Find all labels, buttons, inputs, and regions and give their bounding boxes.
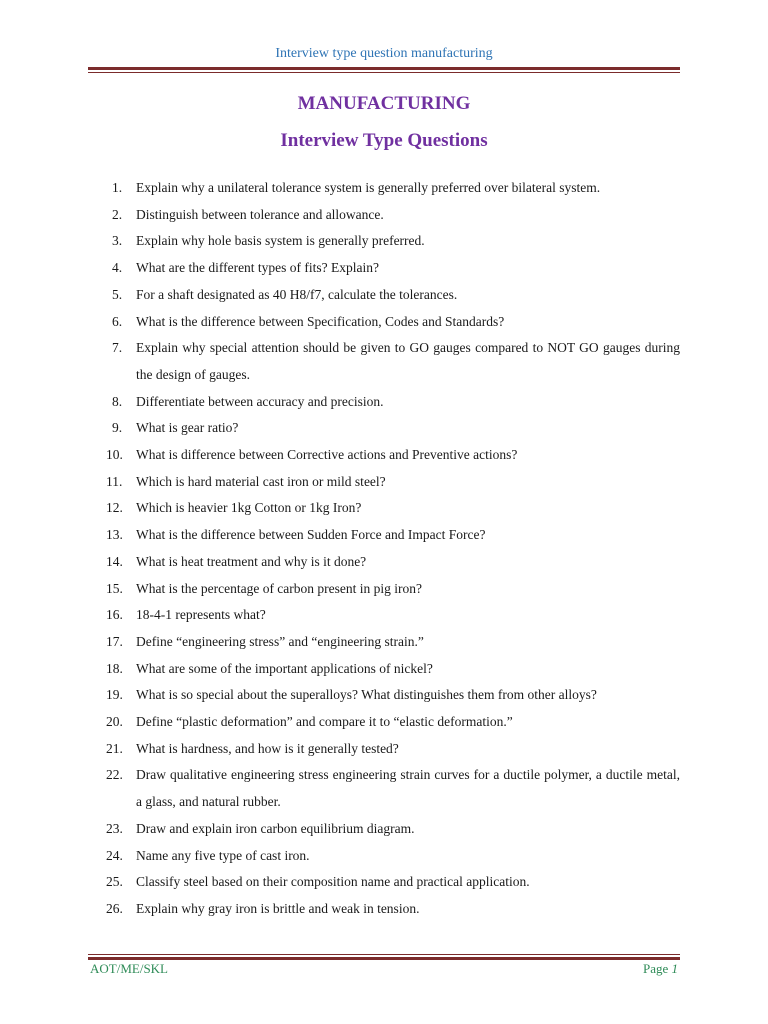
- question-item: [106, 282, 680, 309]
- question-item: [106, 309, 680, 336]
- question-item: [106, 389, 680, 416]
- question-item: [106, 335, 680, 388]
- question-number: 24.: [106, 847, 123, 863]
- question-item: [106, 736, 680, 763]
- question-text: What are the different types of fits? Explain?: [136, 260, 380, 276]
- question-item: [106, 656, 680, 683]
- question-number: 5.: [112, 286, 123, 302]
- question-text: What are some of the important applications of nickel?: [136, 660, 433, 676]
- question-number: 21.: [106, 740, 123, 756]
- question-item: [106, 202, 680, 229]
- question-number: 10.: [106, 447, 123, 463]
- question-text: What is the difference between Sudden Force and Impact Force?: [136, 527, 486, 543]
- question-text: What is difference between Corrective actions and Preventive actions?: [136, 447, 518, 463]
- footer-code: AOT/ME/SKL: [90, 961, 168, 976]
- question-item: [106, 843, 680, 870]
- question-number: 11.: [106, 473, 123, 489]
- question-text: Classify steel based on their composition name and practical application.: [136, 874, 530, 890]
- question-item: [106, 415, 680, 442]
- question-number: 7.: [112, 340, 123, 356]
- question-text: What is hardness, and how is it generally tested?: [136, 740, 399, 756]
- question-text: Explain why a unilateral tolerance system is generally preferred over bilateral system.: [136, 180, 601, 195]
- document-subtitle: Interview Type Questions: [280, 130, 488, 151]
- question-text: Distinguish between tolerance and allowance.: [136, 206, 384, 222]
- question-item: [106, 576, 680, 603]
- header-rule-thin: [88, 72, 680, 73]
- question-item: [106, 629, 680, 656]
- question-number: 17.: [106, 633, 123, 649]
- question-number: 19.: [106, 687, 123, 703]
- question-number: 3.: [112, 233, 123, 249]
- header-rule: [88, 67, 680, 70]
- question-item: [106, 255, 680, 282]
- question-text: Define “plastic deformation” and compare it to “elastic deformation.”: [136, 714, 513, 730]
- question-item: [106, 762, 680, 815]
- question-text: Which is heavier 1kg Cotton or 1kg Iron?: [136, 500, 362, 516]
- question-text: What is gear ratio?: [136, 420, 239, 436]
- question-number: 23.: [106, 820, 123, 836]
- question-number: 4.: [112, 260, 123, 276]
- question-number: 16.: [106, 607, 123, 623]
- question-number: 9.: [112, 420, 123, 436]
- question-text: Define “engineering stress” and “engineering strain.”: [136, 633, 424, 649]
- question-item: [106, 816, 680, 843]
- page-label: Page: [642, 961, 669, 976]
- question-text: What is the difference between Specification, Codes and Standards?: [136, 313, 505, 329]
- question-text: What is the percentage of carbon present in pig iron?: [136, 580, 423, 596]
- question-text: Which is hard material cast iron or mild steel?: [136, 473, 386, 489]
- question-text: Draw qualitative engineering stress engineering strain curves for a ductile polymer, a ductile metal, a glass, and natural rubber.: [136, 767, 680, 810]
- question-text: For a shaft designated as 40 H8/f7, calculate the tolerances.: [136, 286, 458, 302]
- question-item: [106, 549, 680, 576]
- question-item: [106, 442, 680, 469]
- question-number: 18.: [106, 660, 123, 676]
- question-text: 18-4-1 represents what?: [136, 607, 266, 623]
- document-title: MANUFACTURING: [297, 93, 471, 114]
- page-number: 1: [671, 961, 678, 976]
- question-item: [106, 682, 680, 709]
- question-item: [106, 228, 680, 255]
- question-number: 2.: [112, 206, 123, 222]
- question-number: 8.: [112, 393, 123, 409]
- question-number: 6.: [112, 313, 123, 329]
- question-text: Explain why gray iron is brittle and weak in tension.: [136, 900, 420, 916]
- question-item: [106, 495, 680, 522]
- question-text: What is heat treatment and why is it done?: [136, 553, 367, 569]
- question-number: 12.: [106, 500, 123, 516]
- question-list: [106, 175, 680, 923]
- question-number: 20.: [106, 714, 123, 730]
- question-number: 1.: [112, 180, 123, 195]
- question-item: [106, 175, 680, 202]
- question-number: 14.: [106, 553, 123, 569]
- footer-rule-thin: [88, 954, 680, 955]
- footer-page: [643, 961, 678, 977]
- question-item: [106, 709, 680, 736]
- question-item: [106, 896, 680, 923]
- question-text: Differentiate between accuracy and precision.: [136, 393, 384, 409]
- question-text: What is so special about the superalloys? What distinguishes them from other alloys?: [136, 687, 597, 703]
- question-number: 26.: [106, 900, 123, 916]
- question-text: Explain why hole basis system is generally preferred.: [136, 233, 425, 249]
- question-number: 15.: [106, 580, 123, 596]
- question-item: [106, 869, 680, 896]
- question-item: [106, 469, 680, 496]
- question-number: 13.: [106, 527, 123, 543]
- question-number: 25.: [106, 874, 123, 890]
- question-item: [106, 602, 680, 629]
- question-item: [106, 522, 680, 549]
- question-text: Draw and explain iron carbon equilibrium diagram.: [136, 820, 415, 836]
- question-text: Explain why special attention should be given to GO gauges compared to NOT GO gauges during the design of gauges.: [136, 340, 680, 382]
- question-number: 22.: [106, 767, 123, 783]
- page-header-title: Interview type question manufacturing: [275, 46, 493, 61]
- footer-rule: [88, 957, 680, 960]
- question-text: Name any five type of cast iron.: [136, 847, 310, 863]
